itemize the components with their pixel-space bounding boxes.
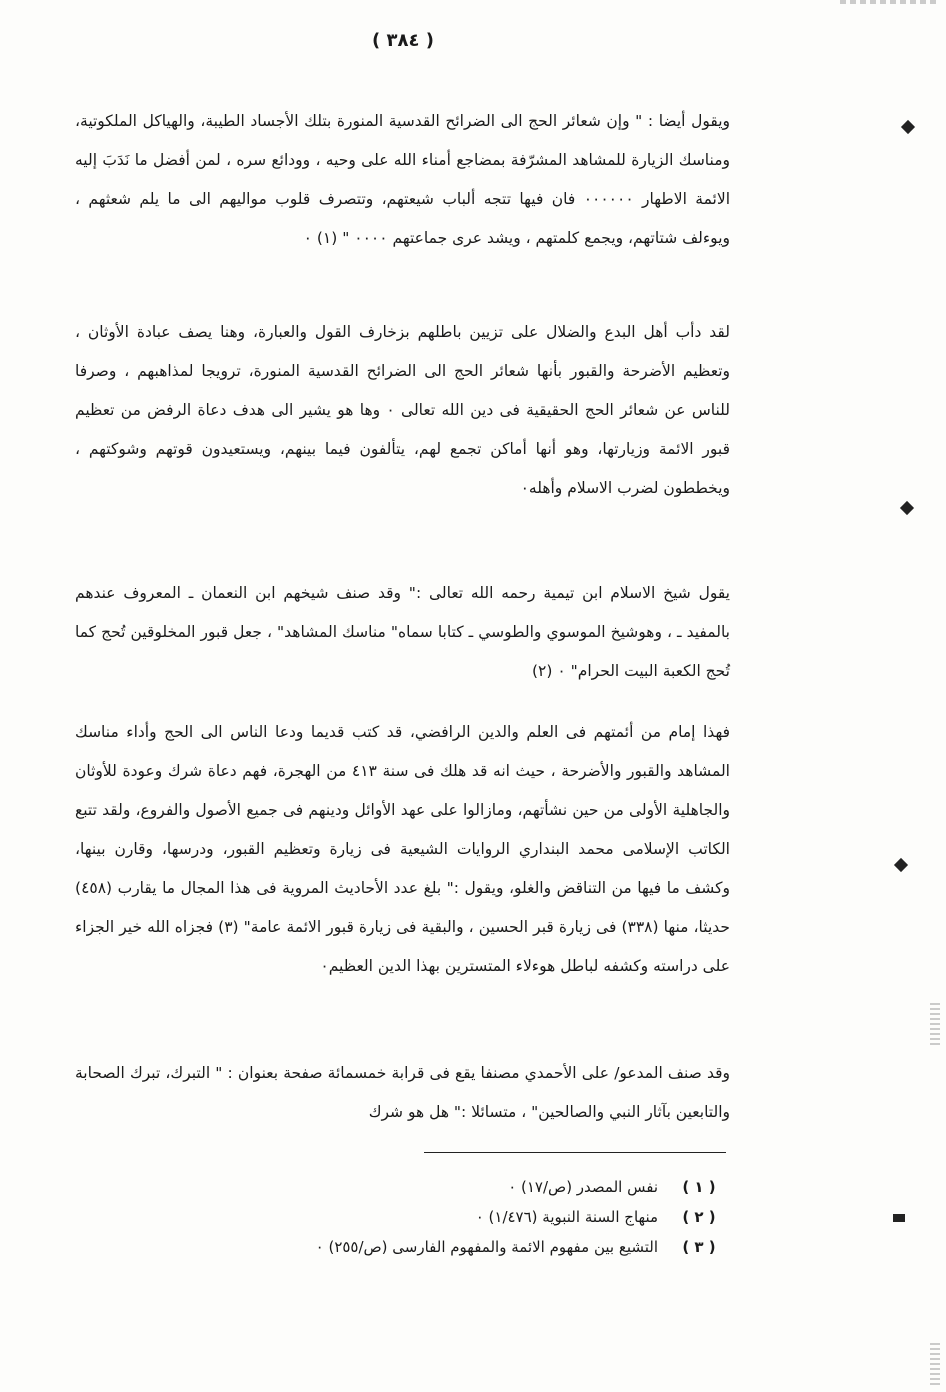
- footnote-separator: [424, 1152, 726, 1153]
- footnote-number: ( ١ ): [682, 1178, 716, 1196]
- footnote-text: منهاج السنة النبوية (١/٤٧٦) ٠: [475, 1208, 658, 1226]
- paragraph-2: لقد دأب أهل البدع والضلال على تزيين باطلهم بزخارف القول والعبارة، وهنا يصف عبادة الأوثان ، وتعظيم الأضرحة والقبور بأنها شعائر الحج الى الضرائح القدسية المنورة، ترويجا لمذاهبهم ، وصرفا للناس عن شعائر الحج الحقيقية فى دين الله تعالى ٠ وها هو يشير الى هدف دعاة الرفض من تعظيم قبور الائمة وزيارتها، وهو أنها أماكن تجمع لهم، يتألفون فيما بينهم، ويستعيدون قوتهم وشوكتهم ، ويخططون لضرب الاسلام وأهله٠: [75, 323, 730, 497]
- scan-edge-top: [840, 0, 940, 4]
- paragraph-5: وقد صنف المدعو/ على الأحمدي مصنفا يقع فى قرابة خمسمائة صفحة بعنوان : " التبرك، تبرك الصحابة والتابعين بآثار النبي والصالحين" ، متسائلا :" هل هو شرك: [75, 1064, 730, 1121]
- footnote-1: [240, 1172, 730, 1202]
- footnote-text: التشيع بين مفهوم الائمة والمفهوم الفارسى (ص/٢٥٥) ٠: [315, 1238, 658, 1256]
- scan-edge-noise: [930, 1340, 940, 1385]
- footnotes: [240, 1172, 730, 1262]
- footnote-text: نفس المصدر (ص/١٧) ٠: [508, 1178, 658, 1196]
- margin-ink-mark: [893, 1214, 905, 1222]
- margin-ink-mark: [900, 501, 914, 515]
- footnote-3: [240, 1232, 730, 1262]
- margin-ink-mark: [901, 120, 915, 134]
- paragraph-1: ويقول أيضا : " وإن شعائر الحج الى الضرائح القدسية المنورة بتلك الأجساد الطيبة، والهياكل الملكوتية، ومناسك الزيارة للمشاهد المشرّفة بمضاجع أمناء الله على وحيه ، وودائع سره ، لمن أفضل ما نَدَبَ إليه الائمة الاطهار ٠٠٠٠٠٠ فان فيها تتجه ألباب شيعتهم، وتتصرف قلوب مواليهم الى ما يلم شعثهم ، ويوءلف شتاتهم، ويجمع كلمتهم ، ويشد عرى جماعتهم ٠٠٠٠ " (١) ٠: [75, 112, 731, 247]
- footnote-2: [240, 1202, 730, 1232]
- page-number: ( ٣٨٤ ): [372, 30, 434, 51]
- paragraph-4: فهذا إمام من أئمتهم فى العلم والدين الرافضي، قد كتب قديما ودعا الناس الى الحج وأداء مناسك المشاهد والقبور والأضرحة ، حيث انه قد هلك فى سنة ٤١٣ من الهجرة، فهم دعاة شرك وعودة للأوثان والجاهلية الأولى من حين نشأتهم، ومازالوا على عهد الأوائل ودينهم فى جميع الأصول والفروع، ولقد تتبع الكاتب الإسلامى محمد البنداري الروايات الشيعية فى زيارة وتعظيم القبور، ودرسها، وقارن بينها، وكشف ما فيها من التناقض والغلو، ويقول :" بلغ عدد الأحاديث المروية فى هذا المجال ما يقارب (٤٥٨) حديثا، منها (٣٣٨) فى زيارة قبر الحسين ، والبقية فى زيارة قبور الائمة عامة" (٣) فجزاه الله خير الجزاء على دراسته وكشفه لباطل هوءلاء المتسترين بهذا الدين العظيم٠: [75, 723, 730, 975]
- paragraph-3: يقول شيخ الاسلام ابن تيمية رحمه الله تعالى :" وقد صنف شيخهم ابن النعمان ـ المعروف عندهم بالمفيد ـ ، وهوشيخ الموسوي والطوسي ـ كتابا سماه" مناسك المشاهد" ، جعل قبور المخلوقين تُحج كما تُحج الكعبة البيت الحرام" ٠ (٢): [75, 584, 730, 680]
- footnote-number: ( ٣ ): [682, 1238, 716, 1256]
- scan-edge-noise: [930, 1000, 940, 1045]
- margin-ink-mark: [894, 858, 908, 872]
- footnote-number: ( ٢ ): [682, 1208, 716, 1226]
